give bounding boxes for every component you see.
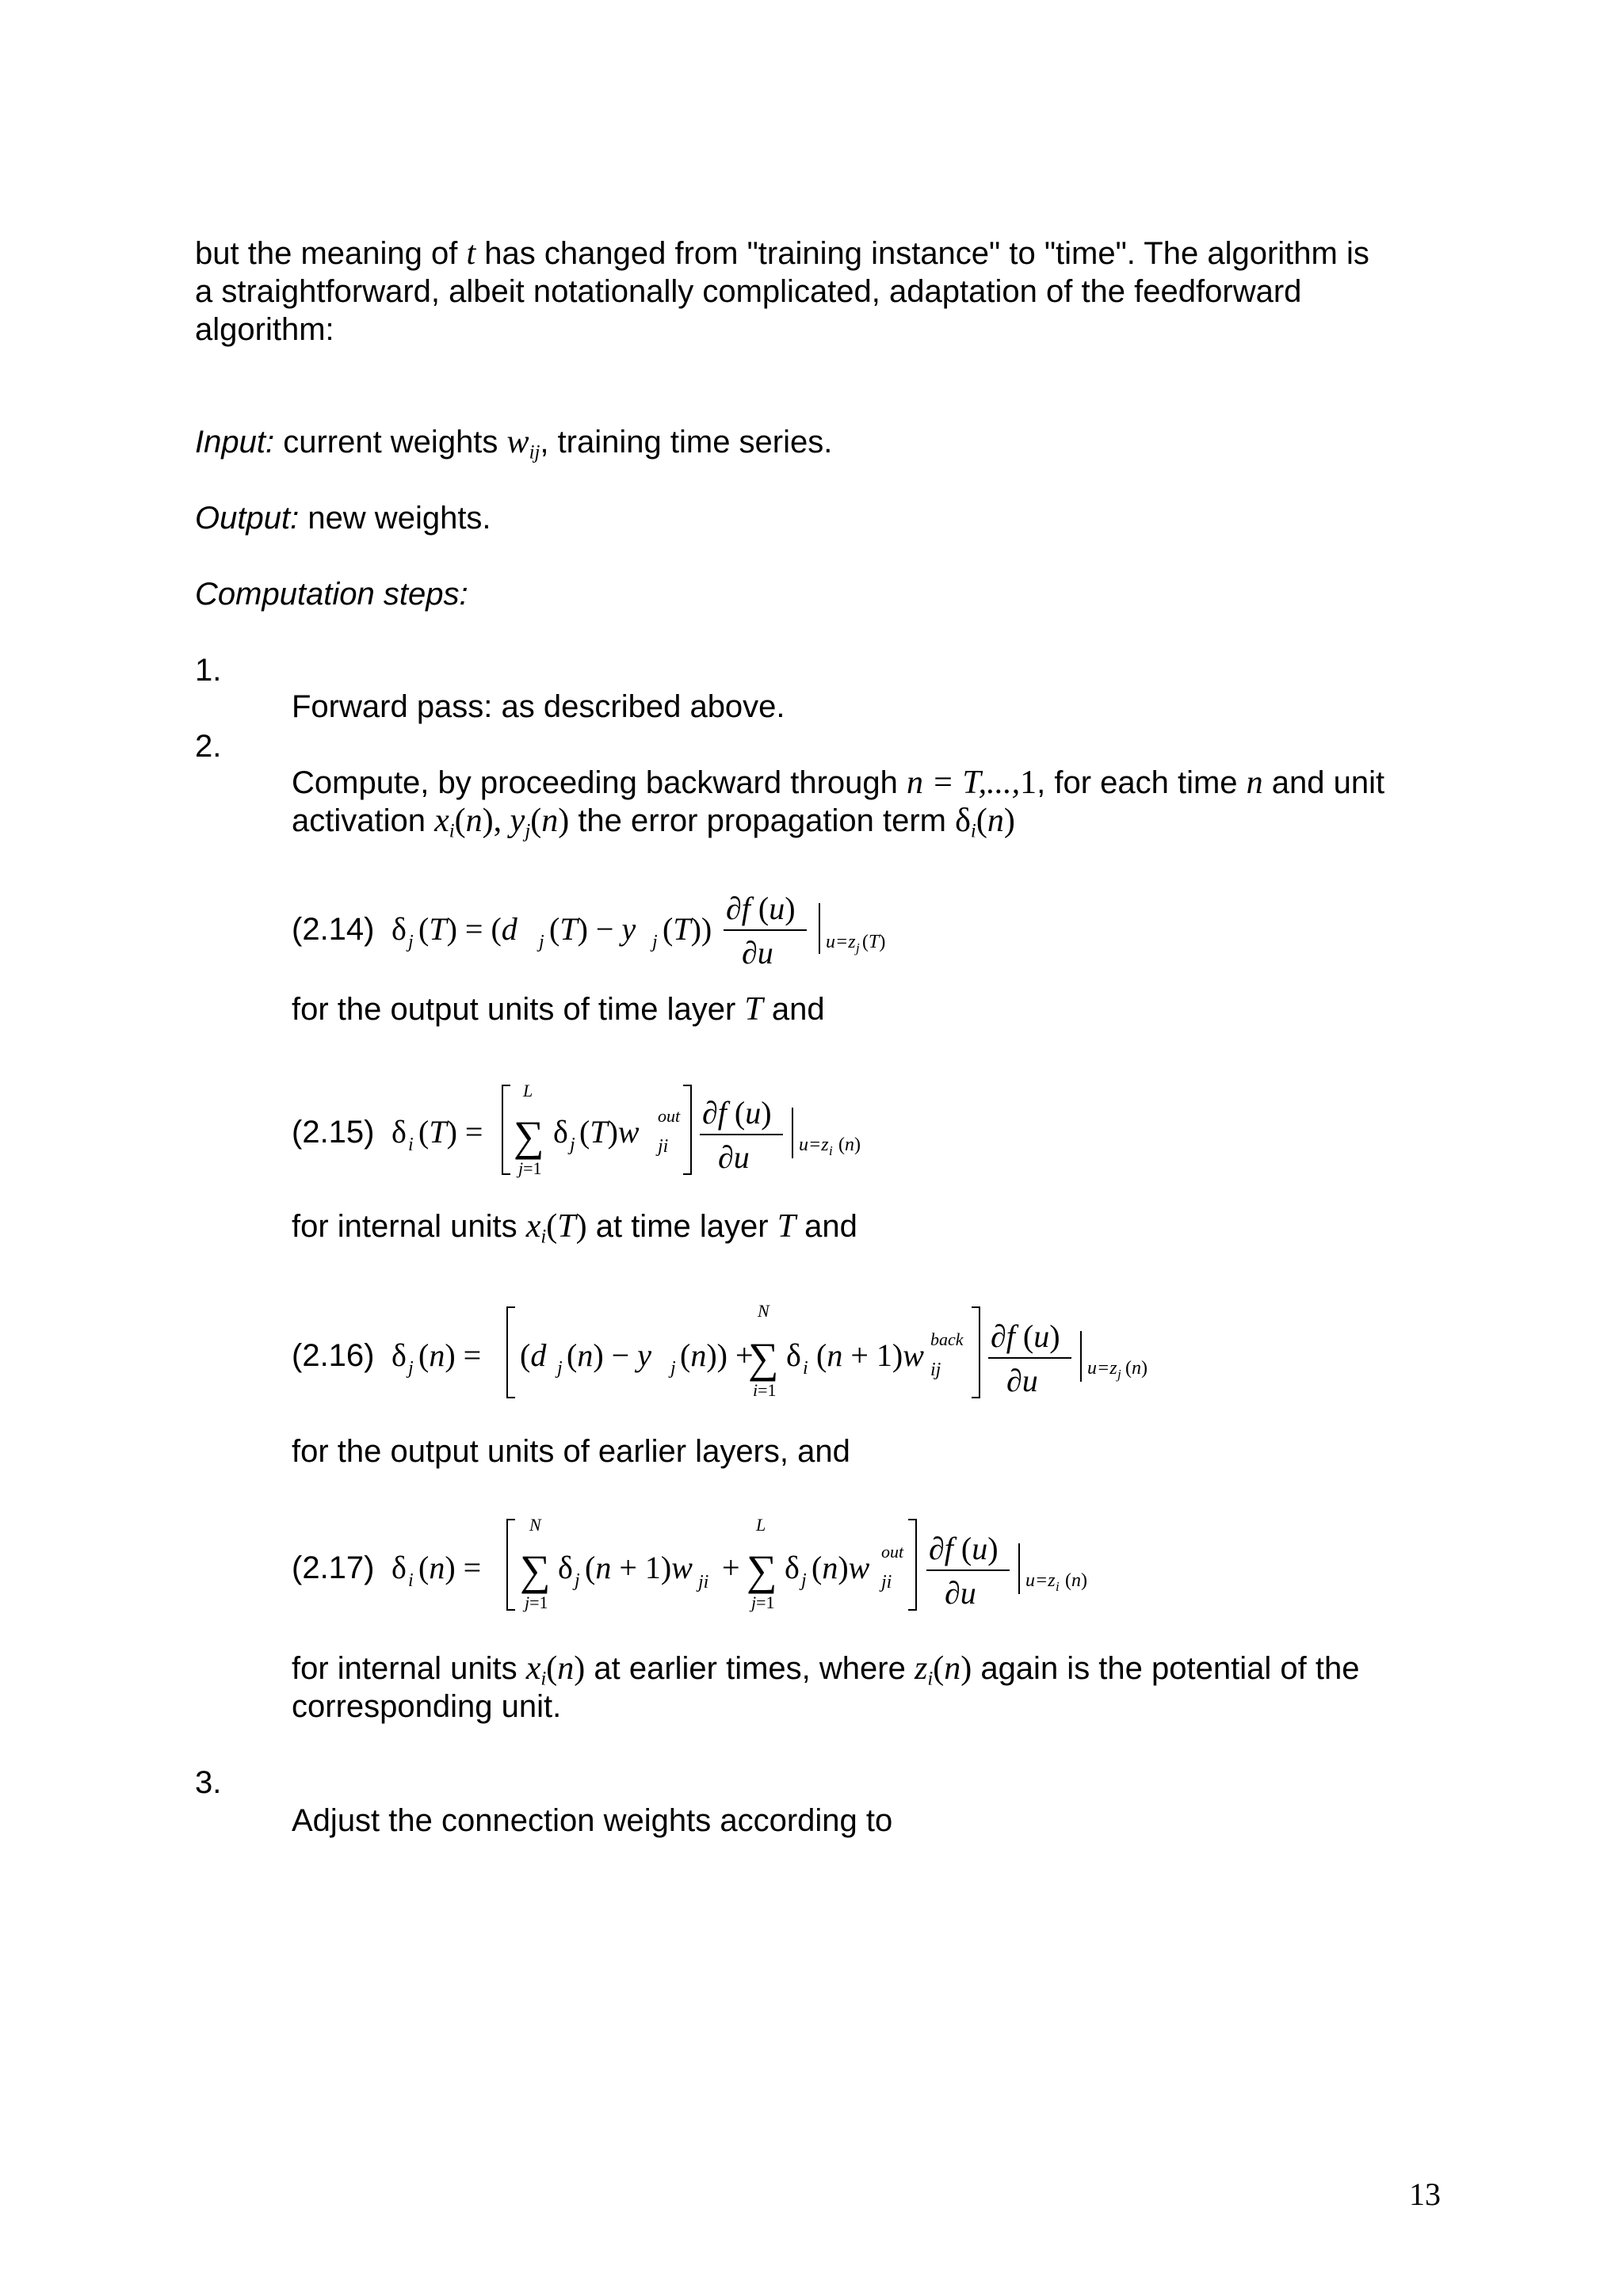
svg-text:+: + bbox=[722, 1550, 740, 1585]
svg-text:δ: δ bbox=[391, 1337, 407, 1373]
step-3-text: Adjust the connection weights according to bbox=[292, 1803, 893, 1838]
svg-text:∂f (u): ∂f (u) bbox=[702, 1095, 772, 1131]
page-number: 13 bbox=[1409, 2176, 1441, 2212]
svg-text:i: i bbox=[1056, 1579, 1060, 1594]
svg-text:(n): (n) bbox=[1065, 1570, 1087, 1591]
svg-text:(n) =: (n) = bbox=[418, 1337, 482, 1373]
svg-text:(2.17): (2.17) bbox=[292, 1550, 375, 1585]
svg-text:j: j bbox=[539, 932, 544, 952]
svg-text:j: j bbox=[408, 1358, 414, 1379]
svg-text:i=1: i=1 bbox=[753, 1380, 777, 1400]
intro-line-2: a straightforward, albeit notationally complicated, adaptation of the feedforward bbox=[195, 274, 1302, 309]
svg-text:(n) =: (n) = bbox=[418, 1550, 482, 1585]
svg-text:L: L bbox=[756, 1515, 766, 1535]
svg-text:(2.14): (2.14) bbox=[292, 912, 375, 947]
svg-text:(n): (n) bbox=[1125, 1358, 1148, 1379]
svg-text:N: N bbox=[529, 1515, 541, 1535]
eq-2-17-caption-line-2: corresponding unit. bbox=[292, 1689, 562, 1724]
svg-text:ji: ji bbox=[698, 1572, 709, 1592]
svg-text:∂u: ∂u bbox=[1006, 1363, 1038, 1398]
svg-text:δ: δ bbox=[786, 1337, 801, 1373]
svg-text:j: j bbox=[801, 1570, 807, 1591]
svg-text:N: N bbox=[758, 1301, 769, 1321]
output-line: Output: new weights. bbox=[195, 501, 491, 536]
svg-text:j: j bbox=[856, 940, 860, 955]
svg-text:∂u: ∂u bbox=[742, 935, 773, 971]
svg-text:i: i bbox=[803, 1358, 808, 1379]
svg-text:(T) = (d: (T) = (d bbox=[418, 911, 517, 947]
svg-text:back: back bbox=[930, 1329, 964, 1349]
svg-text:(T)): (T)) bbox=[663, 911, 712, 947]
step-1-text: Forward pass: as described above. bbox=[292, 689, 785, 724]
svg-text:∑: ∑ bbox=[748, 1334, 779, 1382]
svg-text:∂u: ∂u bbox=[945, 1575, 976, 1611]
step-2-line-1: Compute, by proceeding backward through n = T,...,1, for each time n and unit bbox=[292, 765, 1385, 801]
svg-text:j=1: j=1 bbox=[525, 1592, 548, 1612]
svg-text:(T): (T) bbox=[862, 932, 886, 952]
equation-2-16 bbox=[292, 1295, 1163, 1453]
svg-text:ji: ji bbox=[658, 1136, 669, 1157]
svg-text:δ: δ bbox=[558, 1550, 573, 1585]
svg-text:u=z: u=z bbox=[799, 1135, 829, 1155]
svg-text:i: i bbox=[408, 1135, 414, 1155]
svg-text:(n): (n) bbox=[838, 1135, 861, 1155]
svg-text:∂f (u): ∂f (u) bbox=[726, 891, 796, 926]
svg-text:j: j bbox=[408, 932, 414, 952]
svg-text:u=z: u=z bbox=[1087, 1358, 1117, 1379]
step-3-number: 3. bbox=[195, 1765, 222, 1800]
svg-text:j: j bbox=[670, 1358, 676, 1379]
svg-text:∑: ∑ bbox=[514, 1112, 544, 1160]
equation-2-17 bbox=[292, 1508, 1163, 1667]
svg-text:δ: δ bbox=[553, 1114, 568, 1150]
eq-2-17-caption-line-1: for internal units $x_i(n)$ at earlier times, where $z_i(n)$ again is the potential of the bbox=[292, 1650, 1360, 1690]
svg-text:j=1: j=1 bbox=[751, 1592, 775, 1612]
svg-text:δ: δ bbox=[391, 1550, 407, 1585]
svg-text:(2.16): (2.16) bbox=[292, 1338, 375, 1373]
svg-text:∂f (u): ∂f (u) bbox=[929, 1531, 999, 1566]
svg-text:ij: ij bbox=[930, 1360, 941, 1380]
svg-text:δ: δ bbox=[391, 911, 407, 947]
svg-text:(T)w: (T)w bbox=[579, 1114, 640, 1150]
svg-text:ji: ji bbox=[881, 1572, 892, 1592]
svg-text:u=z: u=z bbox=[826, 932, 856, 952]
intro-line-3: algorithm: bbox=[195, 312, 334, 347]
svg-text:(T) =: (T) = bbox=[418, 1114, 483, 1150]
step-1-number: 1. bbox=[195, 653, 222, 688]
svg-text:out: out bbox=[658, 1106, 681, 1126]
svg-text:out: out bbox=[881, 1542, 904, 1562]
svg-text:L: L bbox=[523, 1081, 533, 1100]
input-line: Input: current weights $w_{ij}$, training time series. bbox=[195, 424, 833, 463]
svg-text:j=1: j=1 bbox=[518, 1158, 542, 1178]
svg-text:(d: (d bbox=[520, 1337, 547, 1373]
svg-text:δ: δ bbox=[785, 1550, 800, 1585]
svg-text:(n) − y: (n) − y bbox=[567, 1337, 651, 1373]
svg-text:∂f (u): ∂f (u) bbox=[991, 1318, 1060, 1354]
eq-2-15-caption: for internal units $x_i(T)$ at time layer T and bbox=[292, 1208, 857, 1248]
eq-2-14-caption: for the output units of time layer T and bbox=[292, 991, 825, 1028]
svg-text:i: i bbox=[829, 1143, 833, 1158]
step-2-line-2: activation $x_i(n)$, $y_j(n)$ the error propagation term $\delta_i(n)$ bbox=[292, 803, 1015, 842]
svg-text:(n)) +: (n)) + bbox=[680, 1337, 754, 1373]
step-2-number: 2. bbox=[195, 729, 222, 764]
svg-text:j: j bbox=[1117, 1367, 1121, 1382]
svg-text:(T) − y: (T) − y bbox=[549, 911, 636, 947]
steps-heading: Computation steps: bbox=[195, 577, 468, 612]
eq-2-16-caption: for the output units of earlier layers, and bbox=[292, 1434, 850, 1469]
svg-text:(n)w: (n)w bbox=[812, 1550, 870, 1585]
svg-text:∂u: ∂u bbox=[718, 1139, 750, 1175]
svg-text:j: j bbox=[570, 1135, 575, 1155]
svg-text:j: j bbox=[575, 1570, 580, 1591]
svg-text:j: j bbox=[557, 1358, 563, 1379]
svg-text:j: j bbox=[652, 932, 658, 952]
svg-text:i: i bbox=[408, 1570, 414, 1591]
svg-text:(n + 1)w: (n + 1)w bbox=[585, 1550, 693, 1585]
svg-text:∑: ∑ bbox=[520, 1547, 551, 1594]
intro-line-1: but the meaning of t has changed from "training instance" to "time". The algorithm is bbox=[195, 235, 1369, 272]
svg-text:∑: ∑ bbox=[747, 1547, 777, 1594]
svg-text:δ: δ bbox=[391, 1114, 407, 1150]
svg-text:(2.15): (2.15) bbox=[292, 1115, 375, 1150]
svg-text:u=z: u=z bbox=[1025, 1570, 1056, 1591]
svg-text:(n + 1)w: (n + 1)w bbox=[816, 1337, 924, 1373]
